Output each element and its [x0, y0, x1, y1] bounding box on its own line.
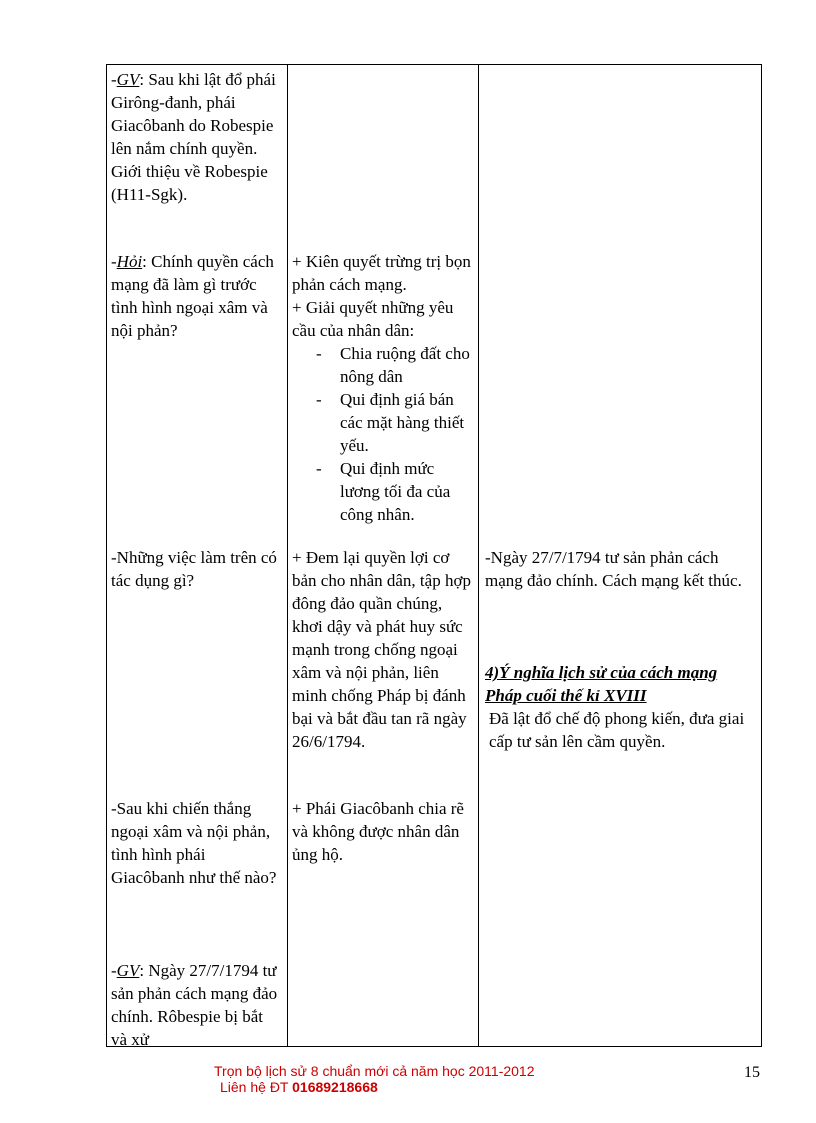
list-item: - Chia ruộng đất cho nông dân — [316, 344, 470, 386]
col1-b2-text: : Chính quyền cách mạng đã làm gì trước tình hình ngoại xâm và nội phản? — [111, 252, 274, 340]
list-item: - Qui định giá bán các mặt hàng thiết yếu. — [316, 390, 465, 455]
column-divider-1 — [287, 65, 288, 1046]
col1-block-question-government: -Hỏi: Chính quyền cách mạng đã làm gì trước tình hình ngoại xâm và nội phản? — [111, 252, 274, 340]
col3-block-coup — [485, 546, 757, 592]
col1-block-question-effect — [111, 546, 283, 592]
footer-line1: Trọn bộ lịch sử 8 chuẩn mới cả năm học 2011-2012 — [214, 1063, 535, 1079]
phone-number: 01689218668 — [292, 1079, 378, 1095]
gv-label-2: GV — [116, 961, 140, 980]
col2-b3-text: + Phái Giacôbanh chia rẽ và không được nhân dân ủng hộ. — [292, 799, 464, 864]
col1-block-question-situation — [111, 797, 283, 889]
footer — [214, 1063, 535, 1095]
col1-b4-text: -Sau khi chiến thắng ngoại xâm và nội phản, tình hình phái Giacôbanh như thế nào? — [111, 799, 277, 887]
column-divider-2 — [478, 65, 479, 1046]
footer-line2: Liên hệ ĐT 01689218668 — [220, 1079, 378, 1095]
col1-block-teacher-coup: -GV: Ngày 27/7/1794 tư sản phản cách mạng đảo chính. Rôbespie bị bắt và xử — [111, 961, 278, 1049]
col1-block-teacher-intro: -GV: Sau khi lật đổ phái Girông-đanh, phái Giacôbanh do Robespie lên nắm chính quyền. Giới thiệu về Robespie (H11-Sgk). — [111, 70, 276, 204]
section-heading: 4)Ý nghĩa lịch sử của cách mạng Pháp cuối thế kỉ XVIII — [485, 663, 718, 705]
col1-b3-text: -Những việc làm trên có tác dụng gì? — [111, 548, 277, 590]
hoi-label: Hỏi — [116, 252, 143, 271]
col2-b1-line1: + Kiên quyết trừng trị bọn phản cách mạng. — [292, 252, 471, 294]
col1-b5-text: : Ngày 27/7/1794 tư sản phản cách mạng đảo chính. Rôbespie bị bắt và xử — [111, 961, 278, 1049]
col1-b1-text: : Sau khi lật đổ phái Girông-đanh, phái Giacôbanh do Robespie lên nắm chính quyền. Giới thiệu về Robespie (H11-Sgk). — [111, 70, 276, 204]
col3-block-significance — [485, 661, 757, 753]
measures-list — [292, 342, 472, 526]
col2-block-effect — [292, 546, 472, 753]
col2-b1-line2: + Giải quyết những yêu cầu của nhân dân: — [292, 298, 454, 340]
gv-label: GV — [116, 70, 140, 89]
list-item: - Qui định mức lương tối đa của công nhân. — [316, 459, 451, 524]
col2-b2-text: + Đem lại quyền lợi cơ bản cho nhân dân, tập hợp đông đảo quần chúng, khơi dậy và phát huy sức mạnh trong chống ngoại xâm và nội phản, liên minh chống Pháp bị đánh bại và bắt đầu tan rã ngày 26/6/1794. — [292, 548, 471, 751]
col3-b1-text: -Ngày 27/7/1794 tư sản phản cách mạng đảo chính. Cách mạng kết thúc. — [485, 548, 742, 590]
col3-b2-text: Đã lật đổ chế độ phong kiến, đưa giai cấp tư sản lên cầm quyền. — [489, 709, 745, 751]
col2-block-measures — [292, 250, 472, 526]
page-number: 15 — [744, 1064, 760, 1081]
col2-block-division — [292, 797, 472, 866]
